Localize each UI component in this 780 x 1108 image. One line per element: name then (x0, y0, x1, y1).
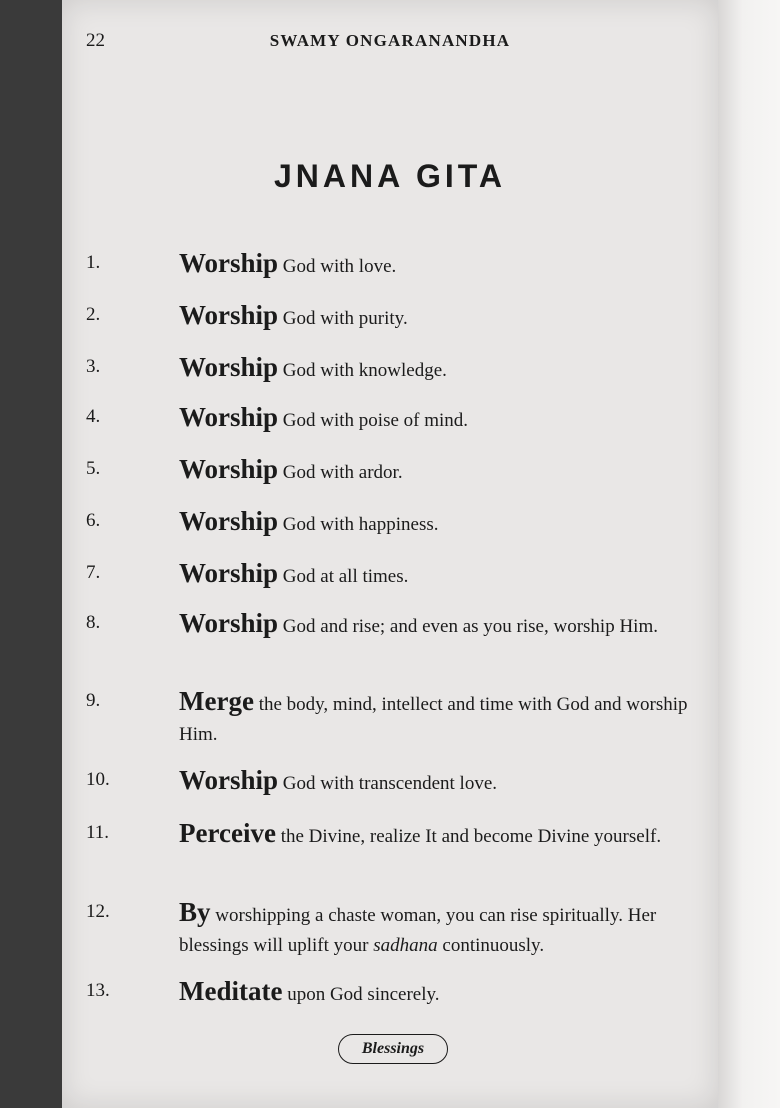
item-keyword: Worship (179, 558, 279, 588)
item-number: 11. (86, 822, 110, 843)
item-keyword: Worship (179, 300, 279, 330)
item-text: God with ardor. (278, 462, 403, 483)
item-number: 13. (86, 980, 110, 1001)
item-keyword: Worship (179, 454, 279, 484)
item-text: God with knowledge. (278, 360, 447, 381)
item-keyword: Worship (179, 248, 279, 278)
item-text: God with transcendent love. (278, 773, 498, 794)
item-number: 5. (86, 458, 101, 479)
blessings-badge: Blessings (338, 1034, 448, 1064)
page-header (86, 30, 694, 54)
running-head: SWAMY ONGARANANDHA (269, 31, 511, 50)
item-number: 6. (86, 510, 101, 531)
page-number: 22 (86, 30, 105, 51)
page-title: JNANA GITA (274, 158, 506, 194)
item-keyword: Meditate (179, 976, 283, 1006)
item-number: 9. (86, 690, 101, 711)
item-keyword: Merge (179, 686, 254, 716)
item-keyword: Worship (179, 608, 279, 638)
item-number: 4. (86, 406, 101, 427)
item-keyword: Worship (179, 402, 279, 432)
item-keyword: By (179, 897, 211, 927)
item-text: the body, mind, intellect and time with God and worship Him. (179, 694, 688, 745)
page-edge (718, 0, 780, 1108)
item-number: 10. (86, 769, 110, 790)
item-number: 3. (86, 356, 101, 377)
item-text: God with purity. (278, 308, 408, 329)
item-text: God at all times. (278, 566, 409, 587)
item-keyword: Worship (179, 765, 279, 795)
item-text: upon God sincerely. (282, 984, 440, 1005)
item-number: 2. (86, 304, 101, 325)
item-number: 12. (86, 901, 110, 922)
item-keyword: Worship (179, 506, 279, 536)
item-text: worshipping a chaste woman, you can rise spiritually. Her blessings will uplift your (179, 905, 657, 956)
item-italic-term: sadhana (373, 935, 438, 956)
item-text: continuously. (437, 935, 545, 956)
item-text: the Divine, realize It and become Divine yourself. (275, 826, 662, 847)
item-keyword: Perceive (179, 818, 276, 848)
item-number: 1. (86, 252, 101, 273)
item-text: God with poise of mind. (278, 410, 469, 431)
item-text: God with love. (278, 256, 397, 277)
item-number: 7. (86, 562, 101, 583)
item-text: God with happiness. (278, 514, 439, 535)
book-page (62, 0, 718, 1108)
item-number: 8. (86, 612, 101, 633)
item-keyword: Worship (179, 352, 279, 382)
item-text: God and rise; and even as you rise, worship Him. (278, 616, 658, 637)
